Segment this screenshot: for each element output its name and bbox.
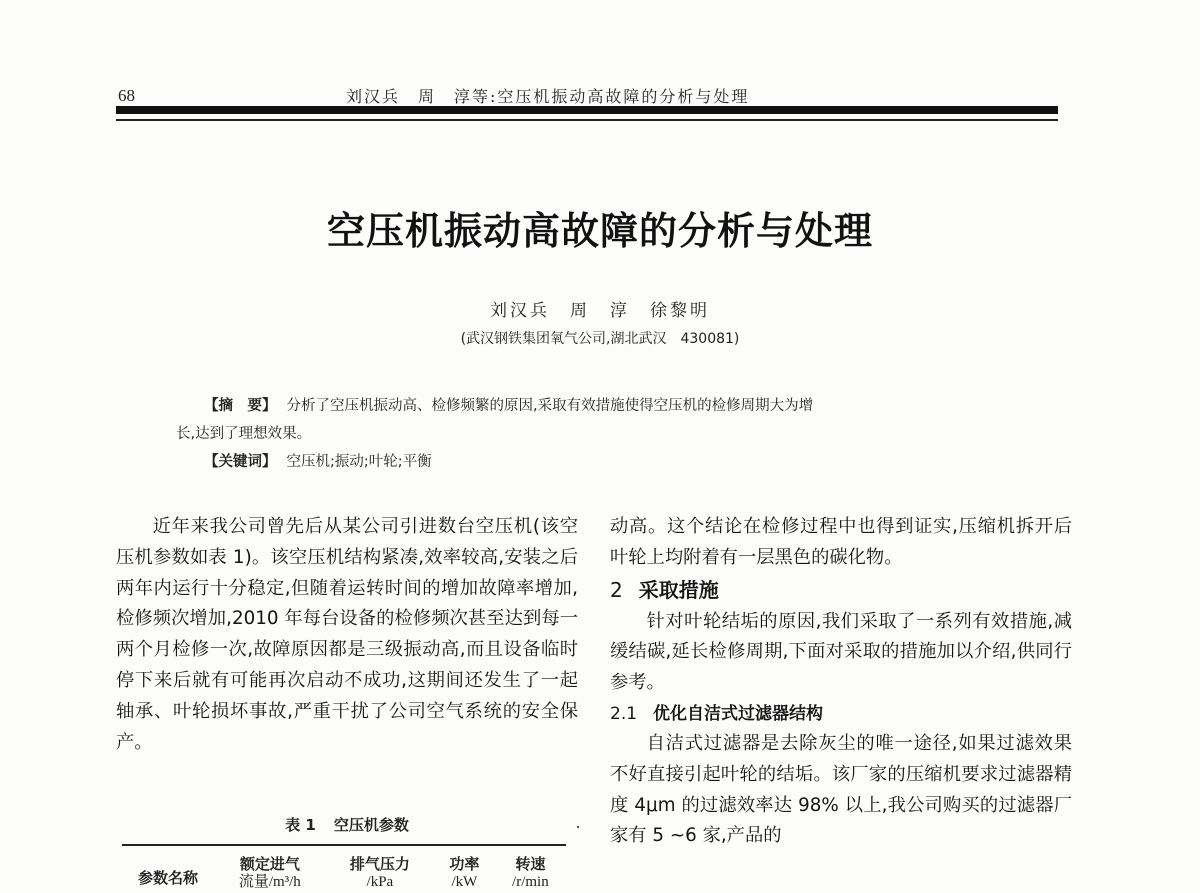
affiliation: (武汉钢铁集团氧气公司,湖北武汉 430081) (460, 331, 740, 347)
abstract (176, 392, 1006, 476)
table-header-cell: 功率 /kW (449, 855, 480, 890)
table-header-cell: 参数名称 (137, 869, 198, 887)
header-rule-thick (116, 106, 1058, 114)
section-heading-2-1: 2.1 优化自洁式过滤器结构 (610, 703, 824, 724)
table-header-cell: 额定进气 流量/m³/h (238, 855, 301, 890)
table-header-cell: 排气压力 /kPa (349, 855, 410, 890)
section-2-1-paragraph: 自洁式过滤器是去除灰尘的唯一途径,如果过滤效果不好直接引起叶轮的结垢。该厂家的压缩机要求过滤器精度 4μm 的过滤效率达 98% 以上,我公司购买的过滤器厂家有 5 ~6 家,产品的 (610, 732, 1072, 847)
table-caption-title: 空压机参数 (333, 816, 409, 834)
abstract-text-2: 长,达到了理想效果。 (176, 426, 312, 442)
table-header-cell: 转速 /r/min (512, 855, 549, 890)
table-caption (116, 814, 578, 835)
left-column (116, 512, 578, 758)
authors: 刘汉兵 周 淳 徐黎明 (490, 301, 710, 321)
section-2-paragraph: 针对叶轮结垢的原因,我们采取了一系列有效措施,减缓结碳,延长检修周期,下面对采取的措施加以介绍,供同行参考。 (610, 610, 1072, 694)
article-title: 空压机振动高故障的分析与处理 (326, 209, 873, 253)
table-header-row (122, 855, 566, 891)
section-heading-2: 2 采取措施 (610, 577, 719, 602)
keywords-label: 【关键词】 (204, 454, 277, 470)
keywords-text: 空压机;振动;叶轮;平衡 (286, 454, 432, 470)
keywords (176, 448, 1006, 476)
page-number: 68 (118, 86, 135, 105)
abstract-line-1 (176, 392, 1006, 420)
abstract-label: 【摘 要】 (204, 398, 277, 414)
abstract-text-1: 分析了空压机振动高、检修频繁的原因,采取有效措施使得空压机的检修周期大为增 (286, 398, 814, 414)
table-caption-number: 表 1 (285, 816, 316, 834)
running-header (118, 84, 1058, 106)
scan-artifact-dot (577, 826, 579, 828)
table-top-rule (122, 844, 566, 846)
continuation-paragraph: 动高。这个结论在检修过程中也得到证实,压缩机拆开后叶轮上均附着有一层黑色的碳化物。 (610, 516, 1072, 568)
right-column (610, 512, 1072, 852)
intro-paragraph: 近年来我公司曾先后从某公司引进数台空压机(该空压机参数如表 1)。该空压机结构紧凑,效率较高,安装之后两年内运行十分稳定,但随着运转时间的增加故障率增加,检修频次增加,2010 年每台设备的检修频次甚至达到每一两个月检修一次,故障原因都是三级振动高,而且设备临时停下来后就有可能再次启动不成功,这期间还发生了一起轴承、叶轮损坏事故,严重干扰了公司空气系统的安全保产。 (116, 516, 578, 753)
params-table (122, 855, 566, 891)
running-title: 刘汉兵 周 淳等:空压机振动高故障的分析与处理 (346, 87, 750, 106)
header-rule-thin (116, 119, 1058, 121)
